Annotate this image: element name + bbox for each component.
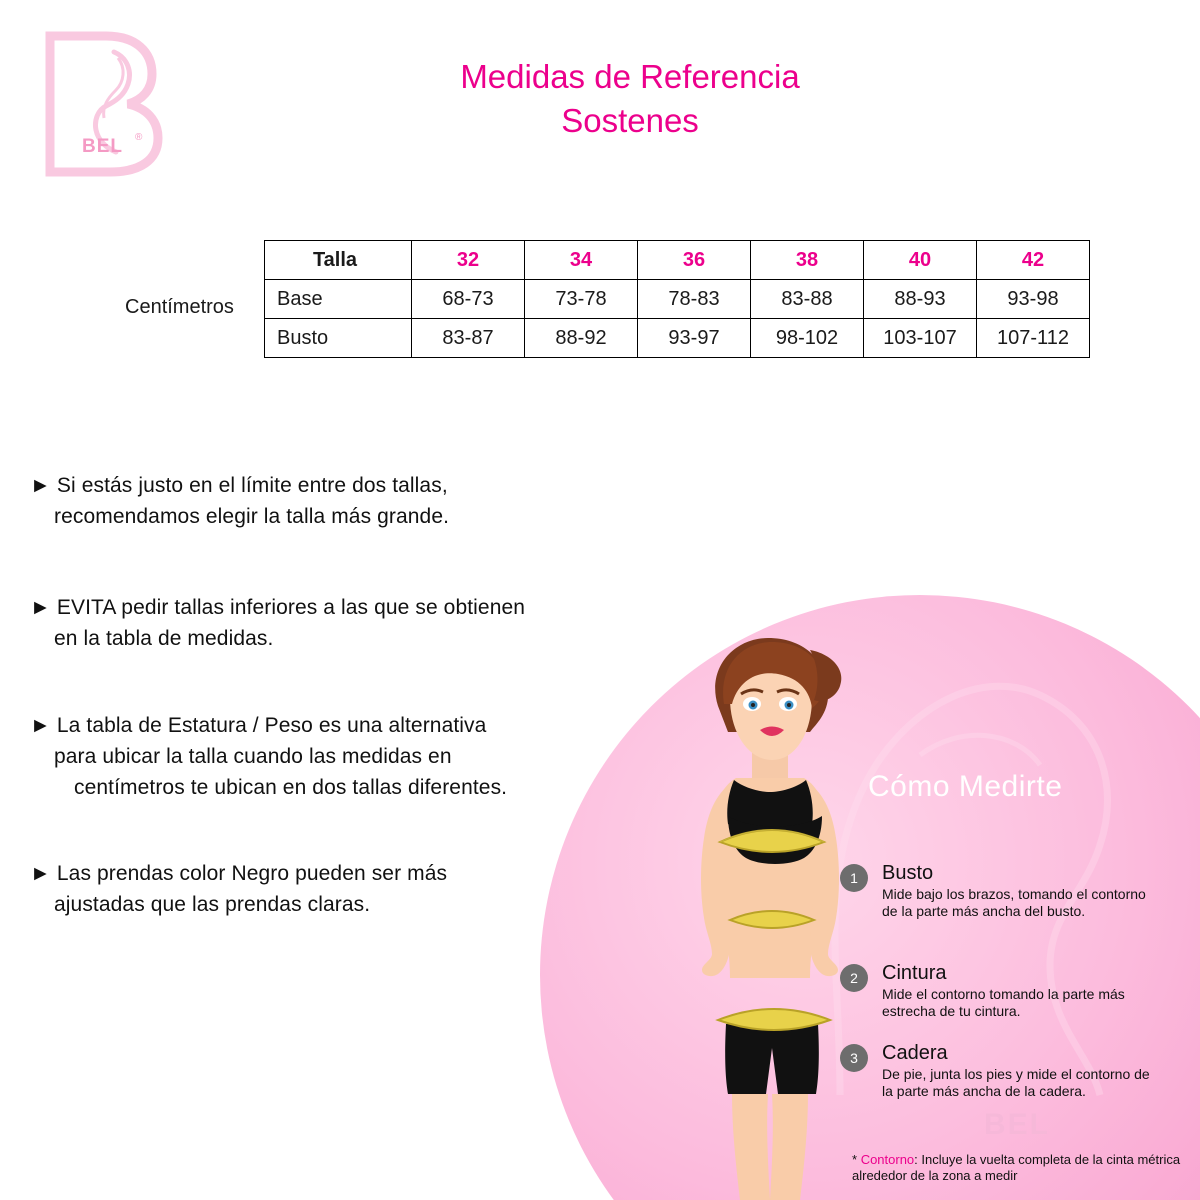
row-label-base: Base (265, 280, 412, 319)
size-header-38: 38 (751, 241, 864, 280)
cell-busto-38: 98-102 (751, 319, 864, 358)
note-1-line-1: Si estás justo en el límite entre dos tallas, (56, 474, 448, 497)
logo-wordmark: BEL (82, 136, 123, 157)
note-item-4 (30, 858, 550, 920)
note-item-1 (30, 470, 590, 532)
note-3-line-1: La tabla de Estatura / Peso es una alternativa (56, 714, 487, 737)
table-corner-header: Talla (265, 241, 412, 280)
howto-number-2: 2 (840, 964, 868, 992)
note-2-line-1: pedir tallas inferiores a las que se obtienen (115, 596, 526, 619)
note-2-emphasis: EVITA (56, 596, 116, 619)
title-line-2: Sostenes (561, 102, 699, 139)
cell-busto-36: 93-97 (638, 319, 751, 358)
note-4-line-2: ajustadas que las prendas claras. (54, 893, 371, 916)
howto-number-1: 1 (840, 864, 868, 892)
how-to-measure-title: Cómo Medirte (868, 770, 1063, 803)
table-row (265, 280, 1090, 319)
size-header-32: 32 (412, 241, 525, 280)
howto-desc-cintura: Mide el contorno tomando la parte más estrecha de tu cintura. (882, 986, 1125, 1019)
note-3-line-2: para ubicar la talla cuando las medidas en (54, 745, 452, 768)
footnote-asterisk: * (852, 1152, 858, 1167)
size-header-40: 40 (864, 241, 977, 280)
footnote-text: : Incluye la vuelta completa de la cinta métrica alrededor de la zona a medir (852, 1152, 1181, 1183)
cell-base-38: 83-88 (751, 280, 864, 319)
howto-number-3: 3 (840, 1044, 868, 1072)
note-item-2 (30, 592, 610, 654)
measurements-table (264, 240, 1090, 358)
bullet-arrow-icon: ► (30, 474, 51, 497)
bullet-arrow-icon: ► (30, 714, 51, 737)
table-row (265, 319, 1090, 358)
page-title (300, 55, 960, 143)
size-header-42: 42 (977, 241, 1090, 280)
cell-base-34: 73-78 (525, 280, 638, 319)
cell-busto-34: 88-92 (525, 319, 638, 358)
note-3-line-3: centímetros te ubican en dos tallas diferentes. (74, 776, 508, 799)
size-header-34: 34 (525, 241, 638, 280)
note-item-3 (30, 710, 610, 803)
cell-base-36: 78-83 (638, 280, 751, 319)
footnote (852, 1152, 1192, 1184)
note-4-line-1: Las prendas color Negro pueden ser más (56, 862, 448, 885)
unit-label: Centímetros (125, 296, 234, 318)
note-2-line-2: en la tabla de medidas. (54, 627, 274, 650)
title-line-1: Medidas de Referencia (460, 58, 800, 95)
howto-item-cadera (840, 1042, 1160, 1100)
howto-title-busto: Busto (882, 862, 934, 884)
measurements-table-container (125, 240, 1090, 358)
note-1-line-2: recomendamos elegir la talla más grande. (54, 505, 450, 528)
cell-busto-40: 103-107 (864, 319, 977, 358)
watermark-wordmark: BEL (984, 1108, 1050, 1141)
cell-base-40: 88-93 (864, 280, 977, 319)
table-header-row (265, 241, 1090, 280)
howto-title-cintura: Cintura (882, 962, 947, 984)
size-header-36: 36 (638, 241, 751, 280)
row-label-busto: Busto (265, 319, 412, 358)
howto-item-cintura (840, 962, 1160, 1020)
footnote-keyword: Contorno (860, 1152, 915, 1167)
bullet-arrow-icon: ► (30, 596, 51, 619)
howto-desc-cadera: De pie, junta los pies y mide el contorno de la parte más ancha de la cadera. (882, 1066, 1150, 1099)
cell-base-42: 93-98 (977, 280, 1090, 319)
cell-busto-42: 107-112 (977, 319, 1090, 358)
logo-registered-mark: ® (135, 132, 143, 143)
howto-item-busto (840, 862, 1160, 920)
howto-desc-busto: Mide bajo los brazos, tomando el contorno de la parte más ancha del busto. (882, 886, 1146, 919)
cell-base-32: 68-73 (412, 280, 525, 319)
howto-title-cadera: Cadera (882, 1042, 948, 1064)
brand-logo (32, 28, 172, 178)
cell-busto-32: 83-87 (412, 319, 525, 358)
bullet-arrow-icon: ► (30, 862, 51, 885)
